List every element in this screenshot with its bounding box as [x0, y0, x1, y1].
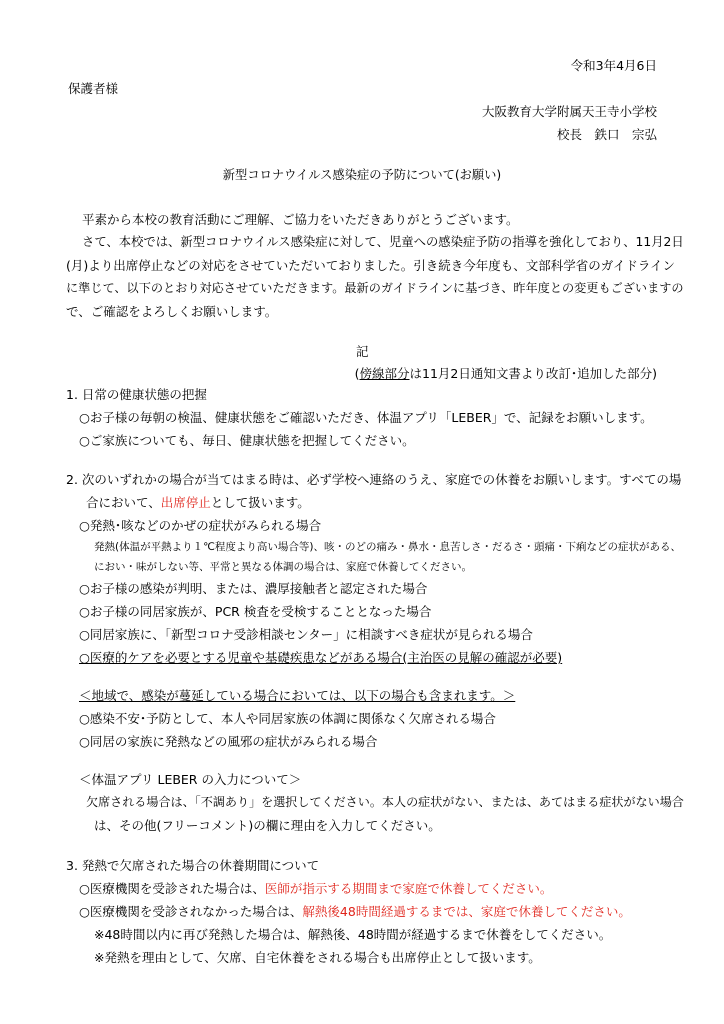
- item1-red: 医師が指示する期間まで家庭で休養してください。: [264, 881, 553, 896]
- note-underlined: 傍線部分: [359, 366, 410, 381]
- revision-note: [355, 366, 657, 381]
- intro-line-2: さて、本校では、新型コロナウイルス感染症に対して、児童への感染症予防の指導を強化しており、11月2日: [82, 235, 684, 249]
- date: 令和3年4月6日: [570, 58, 657, 73]
- region-item-1: ○感染不安･予防として、本人や同居家族の体調に関係なく欠席される場合: [79, 711, 496, 726]
- section-3-note-1: ※48時間以内に再び発熱した場合は、解熱後、48時間が経過するまで休養をしてください。: [94, 927, 612, 942]
- medical-care-item: ○医療的ケアを必要とする児童や基礎疾患などがある場合(主治医の見解の確認が必要): [79, 650, 563, 665]
- recipient: 保護者様: [68, 81, 119, 96]
- section-2-heading-cont: [86, 495, 310, 510]
- app-text-2: は、その他(フリーコメント)の欄に理由を入力してください。: [94, 818, 441, 833]
- fever-note-1: 発熱(体温が平熱より１℃程度より高い場合等)、咳・のどの痛み・鼻水・息苦しさ・だるさ・頭痛・下痢などの症状がある、: [94, 541, 681, 553]
- app-text-1: 欠席される場合は、「不調あり」を選択してください。本人の症状がない、または、あてはまる症状がない場合: [86, 795, 684, 809]
- region-item-2: ○同居の家族に発熱などの風邪の症状がみられる場合: [79, 734, 378, 749]
- section-3-item-1: [79, 881, 552, 896]
- item1-pre: ○医療機関を受診された場合は、: [79, 881, 265, 896]
- document-title: 新型コロナウイルス感染症の予防について(お願い): [222, 168, 502, 182]
- section-3-heading: 3. 発熱で欠席された場合の休養期間について: [66, 858, 320, 873]
- school-name: 大阪教育大学附属天王寺小学校: [481, 104, 657, 119]
- section-2-item-3: ○同居家族に、「新型コロナ受診相談センター」に相談すべき症状が見られる場合: [79, 627, 533, 642]
- intro-line-5: で、ご確認をよろしくお願いします。: [66, 304, 278, 319]
- section-3-note-2: ※発熱を理由として、欠席、自宅休養をされる場合も出席停止として扱います。: [94, 950, 541, 965]
- item2-pre: ○医療機関を受診されなかった場合は、: [79, 904, 303, 919]
- section-3-item-2: [79, 904, 631, 919]
- section-2-item-2: ○お子様の同居家族が、PCR 検査を受検することとなった場合: [79, 604, 432, 619]
- fever-item: ○発熱･咳などのかぜの症状がみられる場合: [79, 518, 322, 533]
- section-2-item-1: ○お子様の感染が判明、または、濃厚接触者と認定された場合: [79, 581, 428, 596]
- region-heading: ＜地域で、感染が蔓延している場合においては、以下の場合も含まれます。＞: [79, 688, 516, 703]
- cont-post: として扱います。: [210, 495, 310, 510]
- section-1-item-1: ○お子様の毎朝の検温、健康状態をご確認いただき、体温アプリ「LEBER」で、記録をお願いします。: [79, 410, 653, 425]
- intro-line-3: (月)より出席停止などの対応をさせていただいておりました。引き続き今年度も、文部科学省のガイドライン: [66, 258, 676, 273]
- note-rest: は11月2日通知文書より改訂･追加した部分): [409, 366, 657, 381]
- ki-label: 記: [356, 344, 369, 359]
- principal-name: 校長 鉄口 宗弘: [556, 127, 657, 142]
- item2-red: 解熱後48時間経過するまでは、家庭で休養してください。: [302, 904, 631, 919]
- intro-line-1: 平素から本校の教育活動にご理解、ご協力をいただきありがとうございます。: [82, 212, 519, 227]
- cont-pre: 合において、: [86, 495, 161, 510]
- fever-note-2: におい・味がしない等、平常と異なる体調の場合は、家庭で休養してください。: [94, 561, 472, 573]
- section-1-item-2: ○ご家族についても、毎日、健康状態を把握してください。: [79, 433, 415, 448]
- section-1-heading: 1. 日常の健康状態の把握: [66, 387, 207, 402]
- section-2-heading: 2. 次のいずれかの場合が当てはまる時は、必ず学校へ連絡のうえ、家庭での休養をお願いします。すべての場: [66, 472, 682, 487]
- note-open: (: [354, 366, 360, 381]
- intro-line-4: に準じて、以下のとおり対応させていただきます。最新のガイドラインに基づき、昨年度との変更もございますの: [66, 281, 684, 295]
- absence-term: 出席停止: [160, 495, 211, 510]
- app-heading: ＜体温アプリ LEBER の入力について＞: [79, 772, 302, 787]
